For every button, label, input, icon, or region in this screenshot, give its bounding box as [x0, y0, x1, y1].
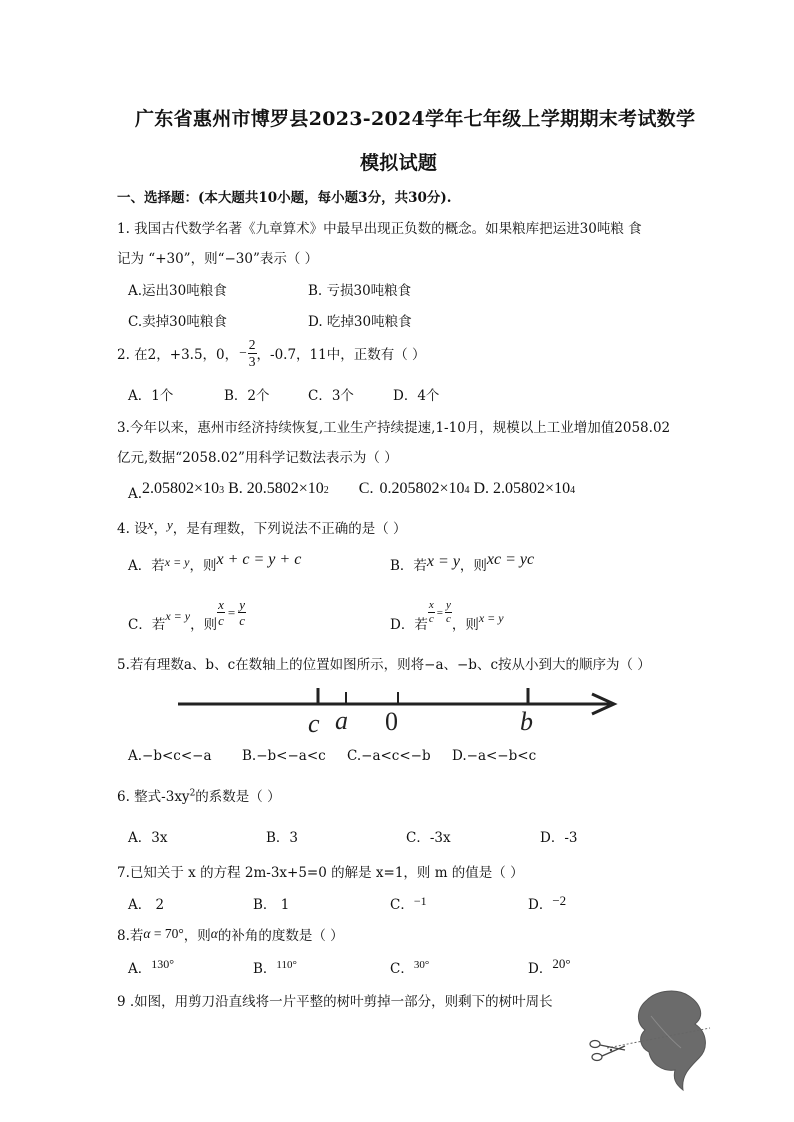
q6-option-d: D．-3 — [540, 830, 578, 846]
q4-d-mid: ，则 — [451, 616, 479, 633]
q7-option-c — [390, 893, 427, 913]
q8-cond: = 70° — [150, 926, 184, 941]
q5-option-b: B.−b<−a<c — [242, 748, 326, 764]
q8-alpha-2: α — [210, 926, 218, 941]
q8-option-a-label: A． — [128, 961, 152, 977]
q4-option-d — [390, 599, 504, 633]
q7-option-c-label: C． — [390, 897, 414, 913]
q7-stem: 7.已知关于 x 的方程 2m-3x+5=0 的解是 x=1，则 m 的值是（ ） — [117, 865, 524, 881]
number-line-figure — [170, 680, 625, 740]
page-title-line1: 广东省惠州市博罗县2023-2024学年七年级上学期期末考试数学 — [135, 108, 696, 130]
q7-option-b: B． 1 — [253, 897, 290, 913]
q4-d-result: x = y — [478, 611, 504, 625]
q4-c-frac-left — [217, 598, 225, 627]
q6-option-c: C．-3x — [406, 830, 451, 846]
q4-a-pre: A．若 — [128, 558, 165, 574]
q1-option-b: B. 亏损30吨粮食 — [308, 283, 412, 299]
q1-stem-line1: 1. 我国古代数学名著《九章算术》中最早出现正负数的概念。如果粮库把运进30吨粮 食 — [117, 221, 642, 237]
q8-alpha: α — [143, 926, 151, 941]
q3-option-b-exp: 2 — [323, 485, 329, 496]
q8-option-c-label: C． — [390, 961, 414, 977]
q6-stem — [117, 785, 281, 805]
q1-option-c: C.卖掉30吨粮食 — [128, 314, 227, 330]
q3-option-c-exp: 4 — [464, 485, 470, 496]
q8-stem-mid: ，则 — [183, 928, 211, 944]
q4-d-frac-right — [445, 600, 452, 625]
q1-option-a: A.运出30吨粮食 — [128, 283, 227, 299]
q8-option-c — [390, 957, 429, 977]
q3-option-d-exp: 4 — [570, 485, 576, 496]
q4-a-cond: x = y — [164, 555, 190, 569]
q8-option-c-value: 30° — [413, 959, 430, 971]
q6-option-a: A．3x — [128, 830, 168, 846]
q3-stem-line2: 亿元,数据“2058.02”用科学记数法表示为（ ） — [117, 450, 398, 466]
q8-option-b — [253, 957, 297, 977]
q4-option-b — [390, 551, 535, 575]
q2-option-a: A．1个 — [128, 388, 174, 404]
q3-option-b-label: B. — [228, 480, 243, 497]
q2-stem-pre: 2. 在2，+3.5，0， — [117, 347, 239, 363]
q8-option-b-label: B． — [253, 961, 277, 977]
leaf-scissors-figure — [585, 986, 720, 1106]
q7-option-c-value: −1 — [413, 894, 427, 908]
q4-d-pre: D．若 — [390, 616, 428, 633]
q4-sep: ， — [153, 521, 167, 537]
q4-c-den2: c — [239, 613, 245, 628]
scissors-icon — [590, 1041, 625, 1061]
q4-stem-pre: 4. 设 — [117, 521, 148, 537]
q4-c-cond: x = y — [165, 609, 191, 623]
q4-var-x: x — [147, 517, 154, 532]
q8-stem-post: 的补角的度数是（ ） — [217, 928, 344, 944]
q2-stem — [117, 338, 426, 368]
q2-option-d: D．4个 — [393, 388, 440, 404]
q4-c-pre: C．若 — [128, 616, 166, 633]
q6-option-b: B．3 — [266, 830, 299, 846]
q5-option-c: C.−a<c<−b — [347, 748, 431, 764]
q8-option-d-value: 20° — [552, 956, 571, 971]
q2-option-b: B．2个 — [224, 388, 270, 404]
q3-option-b: 20.5802×10 — [246, 480, 324, 497]
label-c: c — [308, 709, 320, 738]
q4-d-eq: = — [436, 606, 443, 619]
q3-option-a-exp: 3 — [219, 485, 225, 496]
q3-option-c-label: C. — [358, 480, 374, 497]
label-zero: 0 — [385, 707, 398, 736]
q1-stem-line2: 记为 “+30”，则“−30”表示（ ） — [117, 251, 319, 267]
label-a: a — [335, 706, 348, 735]
q3-option-d: 2.05802×10 — [493, 480, 571, 497]
q3-option-a: 2.05802×10 — [142, 480, 220, 497]
q4-option-a — [128, 551, 302, 575]
q3-options — [128, 480, 576, 502]
q4-c-num2: y — [239, 597, 245, 612]
q4-stem — [117, 517, 407, 537]
q2-minus: − — [239, 345, 247, 360]
q4-stem-post: ，是有理数，下列说法不正确的是（ ） — [172, 521, 407, 537]
q4-var-y: y — [166, 517, 173, 532]
q4-b-result: xc = yc — [486, 551, 535, 568]
q4-d-num2: y — [445, 599, 451, 611]
q4-option-c — [128, 597, 246, 633]
q2-frac-num: 2 — [248, 337, 256, 352]
q3-option-a-label: A. — [128, 486, 143, 502]
q8-option-a-value: 130° — [151, 957, 175, 971]
q5-option-d: D.−a<−b<c — [452, 748, 537, 764]
q4-d-den2: c — [445, 613, 451, 625]
q7-option-d-value: −2 — [552, 893, 567, 908]
q6-stem-post: 的系数是（ ） — [195, 789, 281, 805]
section-heading: 一、选择题：(本大题共10小题，每小题3分，共30分). — [117, 190, 452, 206]
q2-frac-den: 3 — [248, 353, 256, 369]
q9-stem: 9 .如图，用剪刀沿直线将一片平整的树叶剪掉一部分，则剩下的树叶周长 — [117, 994, 553, 1010]
q4-c-eq: = — [227, 604, 236, 620]
q8-stem — [117, 924, 344, 944]
leaf-icon — [638, 991, 705, 1090]
q3-stem-line1: 3.今年以来，惠州市经济持续恢复,工业生产持续提速,1-10月，规模以上工业增加值2058.02 — [117, 420, 671, 436]
q4-d-num1: x — [428, 599, 434, 611]
q8-option-d — [528, 957, 571, 977]
q7-option-d — [528, 893, 566, 913]
q6-stem-pre: 6. 整式-3xy — [117, 789, 190, 805]
q4-c-num1: x — [218, 597, 224, 612]
q4-d-den1: c — [428, 613, 434, 625]
q4-c-mid: ，则 — [190, 616, 218, 633]
q4-b-cond: x = y — [426, 553, 460, 570]
q8-option-d-label: D． — [528, 961, 553, 977]
label-b: b — [520, 707, 533, 736]
q2-option-c: C．3个 — [308, 388, 354, 404]
q4-b-pre: B．若 — [390, 558, 427, 574]
q6-stem-sup: 2 — [189, 788, 196, 799]
page-title-line2: 模拟试题 — [360, 152, 438, 174]
q1-option-d: D. 吃掉30吨粮食 — [308, 314, 412, 330]
q5-option-a: A.−b<c<−a — [128, 748, 212, 764]
q3-option-d-label: D. — [473, 480, 490, 497]
q4-c-den1: c — [218, 613, 224, 628]
q7-option-a: A． 2 — [128, 897, 165, 913]
q2-stem-post: ，-0.7，11中，正数有（ ） — [256, 347, 426, 363]
q4-b-mid: ，则 — [459, 558, 487, 574]
q7-option-d-label: D． — [528, 897, 553, 913]
q8-option-b-value: 110° — [276, 959, 297, 971]
q8-option-a — [128, 957, 174, 977]
q4-a-result: x + c = y + c — [216, 551, 302, 568]
q2-fraction — [248, 338, 257, 368]
q5-stem: 5.若有理数a、b、c在数轴上的位置如图所示，则将−a、−b、c按从小到大的顺序为（ ） — [117, 657, 651, 673]
q4-c-frac-right — [238, 598, 246, 627]
q8-stem-pre: 8.若 — [117, 928, 144, 944]
q3-option-c: 0.205802×10 — [379, 480, 465, 497]
q4-a-mid: ，则 — [189, 558, 217, 574]
q4-d-frac-left — [428, 600, 435, 625]
